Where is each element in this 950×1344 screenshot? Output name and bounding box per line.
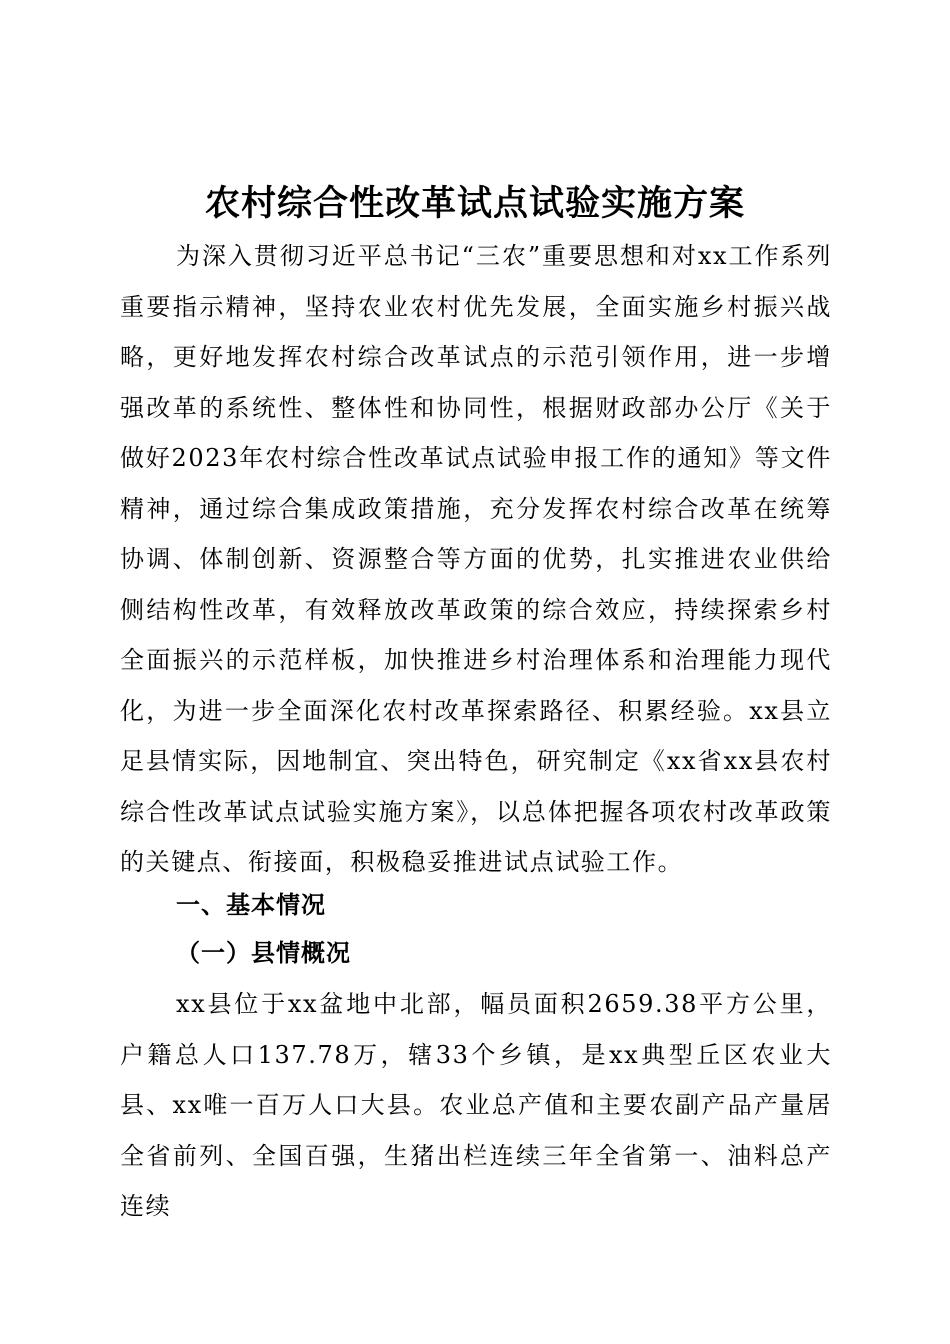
county-overview-paragraph: xx县位于xx盆地中北部，幅员面积2659.38平方公里，户籍总人口137.78万，辖33个乡镇，是xx典型丘区农业大县、xx唯一百万人口大县。农业总产值和主要农副产品产量居全省前列、全国百强，生猪出栏连续三年全省第一、油料总产连续 xyxy=(120,990,832,1220)
subsection-heading-county-overview: （一）县情概况 xyxy=(176,938,351,967)
section-heading-basic-situation: 一、基本情况 xyxy=(176,891,326,919)
intro-paragraph: 为深入贯彻习近平总书记“三农”重要思想和对xx工作系列重要指示精神，坚持农业农村优先发展，全面实施乡村振兴战略，更好地发挥农村综合改革试点的示范引领作用，进一步增强改革的系统性、整体性和协同性，根据财政部办公厅《关于做好2023年农村综合性改革试点试验申报工作的通知》等文件精神，通过综合集成政策措施，充分发挥农村综合改革在统筹协调、体制创新、资源整合等方面的优势，扎实推进农业供给侧结构性改革，有效释放改革政策的综合效应，持续探索乡村全面振兴的示范样板，加快推进乡村治理体系和治理能力现代化，为进一步全面深化农村改革探索路径、积累经验。xx县立足县情实际，因地制宜、突出特色，研究制定《xx省xx县农村综合性改革试点试验实施方案》，以总体把握各项农村改革政策的关键点、衔接面，积极稳妥推进试点试验工作。 xyxy=(120,242,832,876)
document-title: 农村综合性改革试点试验实施方案 xyxy=(204,183,745,224)
